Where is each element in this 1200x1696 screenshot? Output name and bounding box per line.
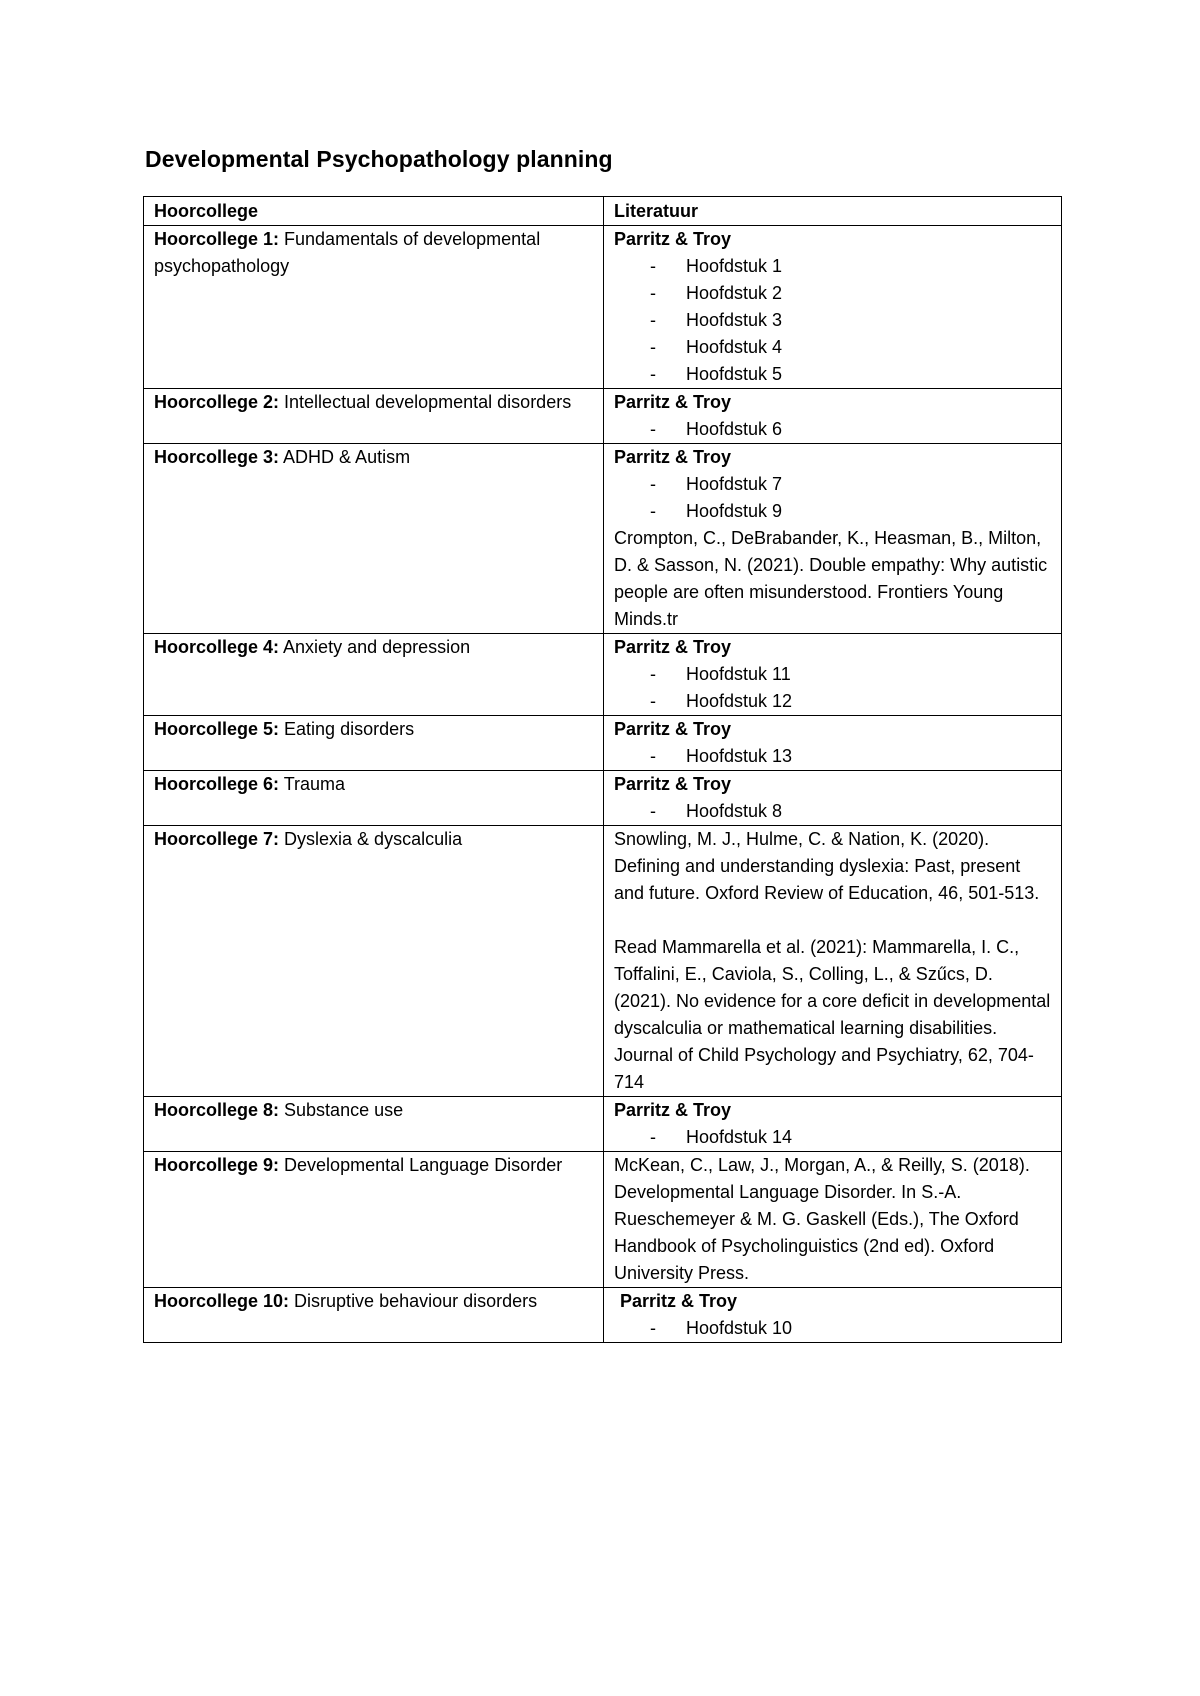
- chapter-list: [614, 1315, 1051, 1342]
- lecture-number: Hoorcollege 6:: [154, 774, 280, 794]
- lecture-cell: [144, 389, 604, 444]
- chapter-label: Hoofdstuk 11: [686, 664, 791, 684]
- table-row: [144, 1152, 1062, 1288]
- dash-bullet-icon: -: [650, 474, 656, 494]
- chapter-label: Hoofdstuk 3: [686, 310, 783, 330]
- lecture-number: Hoorcollege 5:: [154, 719, 280, 739]
- list-item: [614, 661, 1051, 688]
- lecture-number: Hoorcollege 8:: [154, 1100, 280, 1120]
- lecture-topic: Intellectual developmental disorders: [279, 392, 572, 412]
- lecture-cell: [144, 444, 604, 634]
- literature-cell: [604, 1152, 1062, 1288]
- chapter-list: [614, 1124, 1051, 1151]
- lecture-topic: Developmental Language Disorder: [279, 1155, 563, 1175]
- table-body: [144, 226, 1062, 1343]
- list-item: [614, 498, 1051, 525]
- literature-cell: [604, 1288, 1062, 1343]
- list-item: [614, 1315, 1051, 1342]
- dash-bullet-icon: -: [650, 364, 656, 384]
- literature-cell: [604, 771, 1062, 826]
- lecture-topic: Fundamentals of developmental psychopathology: [154, 229, 541, 276]
- lecture-topic: Trauma: [279, 774, 346, 794]
- literature-cell: [604, 389, 1062, 444]
- lecture-cell: [144, 1152, 604, 1288]
- list-item: [614, 743, 1051, 770]
- chapter-label: Hoofdstuk 1: [686, 256, 783, 276]
- lecture-cell: [144, 826, 604, 1097]
- lecture-cell: [144, 1097, 604, 1152]
- literature-cell: [604, 634, 1062, 716]
- table-row: [144, 716, 1062, 771]
- literature-source: Parritz & Troy: [614, 719, 732, 739]
- chapter-list: [614, 416, 1051, 443]
- header-literatuur: Literatuur: [604, 197, 1062, 226]
- reference-text: McKean, C., Law, J., Morgan, A., & Reilly, S. (2018). Developmental Language Disorder. In S.-A. Rueschemeyer & M. G. Gaskell (Eds.), The Oxford Handbook of Psycholinguistics (2nd ed). Oxford University Press.: [614, 1155, 1030, 1283]
- literature-cell: [604, 1097, 1062, 1152]
- list-item: [614, 307, 1051, 334]
- dash-bullet-icon: -: [650, 691, 656, 711]
- reference-text: Read Mammarella et al. (2021): Mammarella, I. C., Toffalini, E., Caviola, S., Colling, L., & Szűcs, D. (2021). No evidence for a core deficit in developmental dyscalculia or mathematical learning disabilities. Journal of Child Psychology and Psychiatry, 62, 704- 714: [614, 937, 1051, 1092]
- lecture-cell: [144, 1288, 604, 1343]
- table-row: [144, 826, 1062, 1097]
- chapter-label: Hoofdstuk 2: [686, 283, 783, 303]
- lecture-topic: Substance use: [279, 1100, 404, 1120]
- list-item: [614, 280, 1051, 307]
- table-row: [144, 444, 1062, 634]
- page-title: Developmental Psychopathology planning: [145, 146, 613, 172]
- list-item: [614, 334, 1051, 361]
- table-row: [144, 634, 1062, 716]
- literature-source: Parritz & Troy: [614, 392, 732, 412]
- list-item: [614, 361, 1051, 388]
- list-item: [614, 1124, 1051, 1151]
- chapter-label: Hoofdstuk 7: [686, 474, 783, 494]
- chapter-label: Hoofdstuk 8: [686, 801, 783, 821]
- literature-source: Parritz & Troy: [620, 1291, 738, 1311]
- lecture-cell: [144, 226, 604, 389]
- lecture-number: Hoorcollege 2:: [154, 392, 280, 412]
- chapter-label: Hoofdstuk 9: [686, 501, 783, 521]
- lecture-number: Hoorcollege 7:: [154, 829, 280, 849]
- literature-cell: [604, 444, 1062, 634]
- literature-cell: [604, 226, 1062, 389]
- chapter-label: Hoofdstuk 12: [686, 691, 793, 711]
- list-item: [614, 688, 1051, 715]
- lecture-topic: Dyslexia & dyscalculia: [279, 829, 463, 849]
- chapter-label: Hoofdstuk 13: [686, 746, 793, 766]
- lecture-topic: Anxiety and depression: [279, 637, 471, 657]
- lecture-number: Hoorcollege 3:: [154, 447, 280, 467]
- chapter-list: [614, 661, 1051, 715]
- table-header-row: [144, 197, 1062, 226]
- lecture-topic: Eating disorders: [279, 719, 415, 739]
- reference-text: Snowling, M. J., Hulme, C. & Nation, K. (2020). Defining and understanding dyslexia: Past, present and future. Oxford Review of Education, 46, 501-513.: [614, 829, 1040, 903]
- lecture-cell: [144, 634, 604, 716]
- dash-bullet-icon: -: [650, 310, 656, 330]
- literature-source: Parritz & Troy: [614, 637, 732, 657]
- list-item: [614, 798, 1051, 825]
- dash-bullet-icon: -: [650, 419, 656, 439]
- table-row: [144, 226, 1062, 389]
- table-row: [144, 771, 1062, 826]
- dash-bullet-icon: -: [650, 283, 656, 303]
- lecture-number: Hoorcollege 10:: [154, 1291, 290, 1311]
- chapter-label: Hoofdstuk 10: [686, 1318, 793, 1338]
- lecture-topic: ADHD & Autism: [279, 447, 411, 467]
- lecture-cell: [144, 716, 604, 771]
- chapter-list: [614, 798, 1051, 825]
- dash-bullet-icon: -: [650, 501, 656, 521]
- chapter-label: Hoofdstuk 4: [686, 337, 783, 357]
- chapter-list: [614, 743, 1051, 770]
- header-hoorcollege: Hoorcollege: [144, 197, 604, 226]
- literature-source: Parritz & Troy: [614, 1100, 732, 1120]
- dash-bullet-icon: -: [650, 337, 656, 357]
- table-row: [144, 389, 1062, 444]
- planning-table: [143, 196, 1062, 1343]
- lecture-cell: [144, 771, 604, 826]
- chapter-list: [614, 471, 1051, 525]
- literature-cell: [604, 826, 1062, 1097]
- literature-cell: [604, 716, 1062, 771]
- lecture-number: Hoorcollege 4:: [154, 637, 280, 657]
- literature-source: Parritz & Troy: [614, 229, 732, 249]
- reference-text: Crompton, C., DeBrabander, K., Heasman, B., Milton, D. & Sasson, N. (2021). Double empathy: Why autistic people are often misunderstood. Frontiers Young Minds.tr: [614, 528, 1048, 629]
- list-item: [614, 471, 1051, 498]
- chapter-label: Hoofdstuk 5: [686, 364, 783, 384]
- dash-bullet-icon: -: [650, 664, 656, 684]
- literature-source: Parritz & Troy: [614, 447, 732, 467]
- dash-bullet-icon: -: [650, 746, 656, 766]
- dash-bullet-icon: -: [650, 801, 656, 821]
- table-row: [144, 1097, 1062, 1152]
- dash-bullet-icon: -: [650, 1318, 656, 1338]
- table-row: [144, 1288, 1062, 1343]
- dash-bullet-icon: -: [650, 1127, 656, 1147]
- lecture-number: Hoorcollege 1:: [154, 229, 280, 249]
- chapter-label: Hoofdstuk 6: [686, 419, 783, 439]
- chapter-list: [614, 253, 1051, 388]
- chapter-label: Hoofdstuk 14: [686, 1127, 793, 1147]
- literature-source: Parritz & Troy: [614, 774, 732, 794]
- lecture-topic: Disruptive behaviour disorders: [289, 1291, 538, 1311]
- lecture-number: Hoorcollege 9:: [154, 1155, 280, 1175]
- list-item: [614, 253, 1051, 280]
- list-item: [614, 416, 1051, 443]
- dash-bullet-icon: -: [650, 256, 656, 276]
